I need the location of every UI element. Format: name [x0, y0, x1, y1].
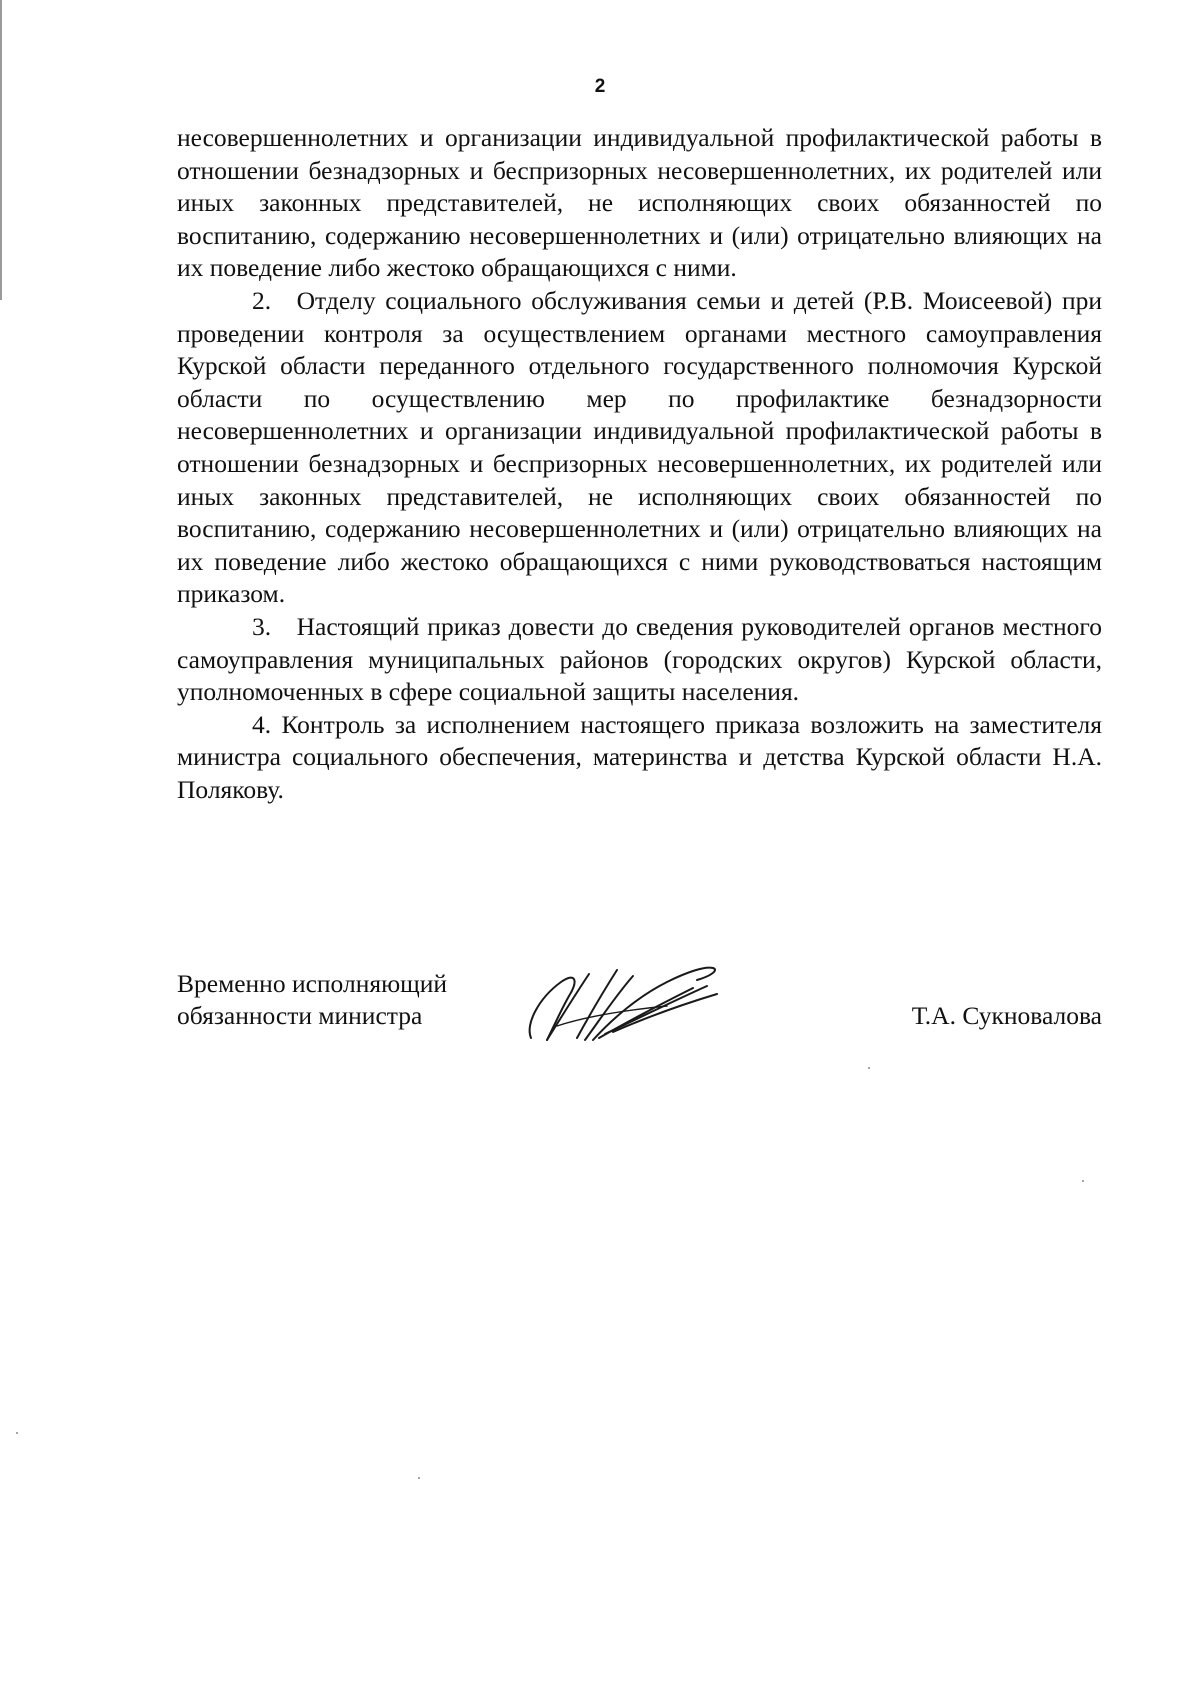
paragraph-item-4: 4. Контроль за исполнением настоящего приказа возложить на заместителя министра социального обеспечения, материнства и детства Курской области Н.А. Полякову.	[177, 709, 1102, 804]
paragraph-continuation: несовершеннолетних и организации индивидуальной профилактической работы в отношении безнадзорных и беспризорных несовершеннолетних, их родителей или иных законных представителей, не исполняющих своих обязанностей по воспитанию, содержанию несовершеннолетних и (или) отрицательно влияющих на их поведение либо жестоко обращающихся с ними.	[177, 123, 1102, 283]
scan-speck	[418, 1477, 420, 1479]
paragraph-item-2: 2. Отделу социального обслуживания семьи и детей (Р.В. Моисеевой) при проведении контроля за осуществлением органами местного самоуправления Курской области переданного отдельного государственного полномочия Курской области по осуществлению мер по профилактике безнадзорности несовершеннолетних и организации индивидуальной профилактической работы в отношении безнадзорных и беспризорных несовершеннолетних, их родителей или иных законных представителей, не исполняющих своих обязанностей по воспитанию, содержанию несовершеннолетних и (или) отрицательно влияющих на их поведение либо жестоко обращающихся с ними руководствоваться настоящим приказом.	[177, 285, 1102, 609]
scan-edge	[0, 0, 2, 300]
signature-block	[177, 968, 1102, 1068]
paragraph-item-3: 3. Настоящий приказ довести до сведения руководителей органов местного самоуправления муниципальных районов (городских округов) Курской области, уполномоченных в сфере социальной защиты населения.	[177, 611, 1102, 707]
scan-speck	[868, 1067, 870, 1069]
handwritten-signature	[517, 946, 727, 1046]
signatory-position	[177, 968, 447, 1032]
signatory-position-line-1: Временно исполняющий	[177, 969, 448, 998]
signatory-name: Т.А. Сукновалова	[911, 1001, 1102, 1030]
scan-speck	[16, 1432, 18, 1434]
signatory-position-line-2: обязанности министра	[177, 1001, 423, 1030]
page-number: 2	[594, 76, 606, 97]
document-body	[177, 122, 1102, 806]
scan-speck	[1082, 1180, 1084, 1182]
